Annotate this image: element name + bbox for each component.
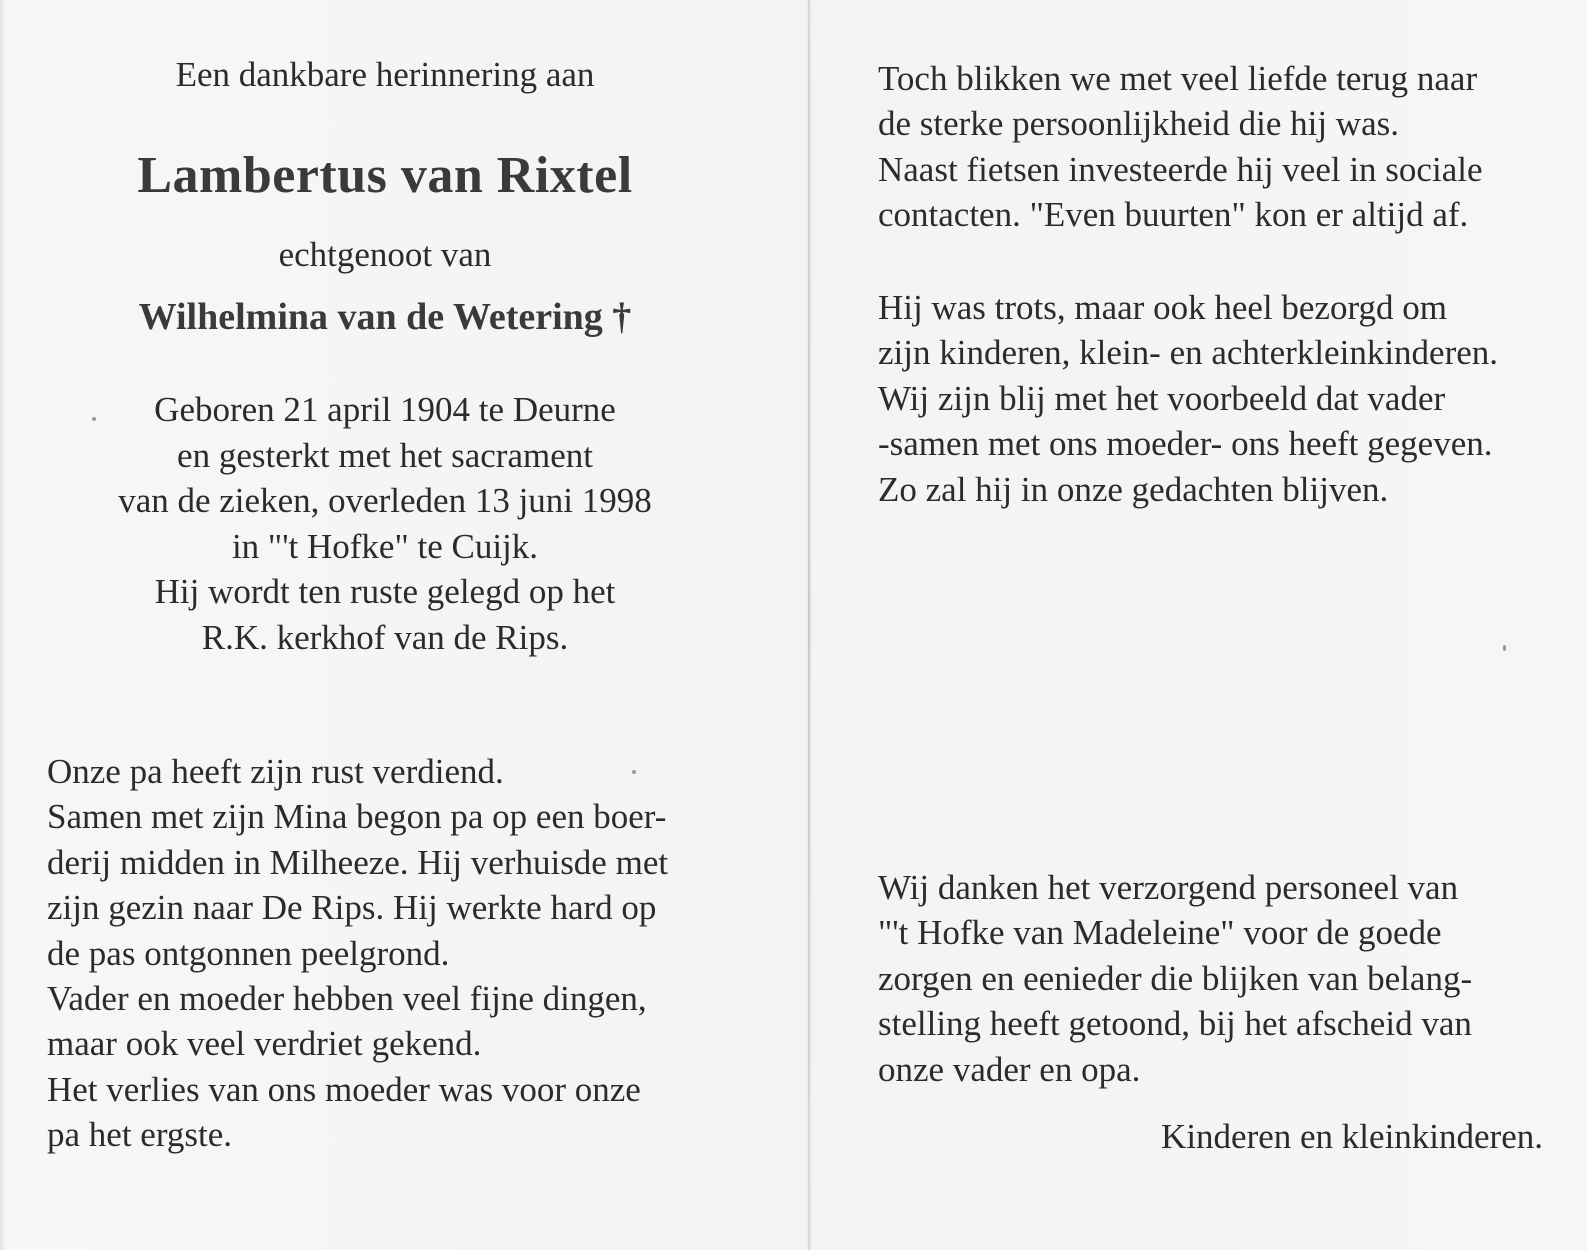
card-fold-line	[808, 0, 810, 1250]
memory-line: Toch blikken we met veel liefde terug naar	[878, 59, 1478, 98]
tribute-line: pa het ergste.	[47, 1115, 232, 1155]
life-details-line: Geboren 21 april 1904 te Deurne	[154, 390, 616, 429]
family-paragraph	[878, 285, 1544, 512]
tribute-paragraph	[47, 749, 715, 1158]
spouse-name	[40, 292, 730, 342]
spouse-label-text: echtgenoot van	[278, 235, 492, 274]
thanks-line: onze vader en opa.	[878, 1049, 1141, 1089]
spouse-name-text: Wilhelmina van de Wetering †	[138, 296, 632, 338]
memory-line: de sterke persoonlijkheid die hij was.	[878, 104, 1399, 144]
life-details-line: van de zieken, overleden 13 juni 1998	[118, 481, 652, 520]
paper-speck	[92, 417, 96, 421]
tribute-line: Vader en moeder hebben veel fijne dingen,	[47, 979, 647, 1019]
deceased-name-text: Lambertus van Rixtel	[137, 147, 633, 204]
thanks-line: zorgen en eenieder die blijken van belang-	[878, 958, 1473, 998]
memory-line: contacten. "Even buurten" kon er altijd af.	[878, 195, 1469, 235]
family-line: Zo zal hij in onze gedachten blijven.	[878, 469, 1389, 509]
intro-text	[40, 52, 730, 98]
tribute-line: zijn gezin naar De Rips. Hij werkte hard op	[47, 888, 657, 928]
thanks-line: Wij danken het verzorgend personeel van	[878, 868, 1459, 907]
tribute-line: Het verlies van ons moeder was voor onze	[47, 1069, 641, 1109]
memory-paragraph	[878, 56, 1544, 238]
intro-line: Een dankbare herinnering aan	[175, 55, 595, 94]
paper-speck	[1503, 645, 1506, 651]
memory-line: Naast fietsen investeerde hij veel in sociale	[878, 149, 1483, 189]
family-line: Wij zijn blij met het voorbeeld dat vader	[878, 378, 1446, 418]
life-details-line: Hij wordt ten ruste gelegd op het	[154, 572, 616, 611]
family-line: zijn kinderen, klein- en achterkleinkinderen.	[878, 333, 1499, 373]
life-details-line: in "'t Hofke" te Cuijk.	[231, 526, 539, 566]
tribute-line: maar ook veel verdriet gekend.	[47, 1024, 482, 1064]
life-details-line: en gesterkt met het sacrament	[177, 435, 593, 475]
signature: Kinderen en kleinkinderen.	[1161, 1117, 1543, 1156]
paper-speck	[632, 770, 636, 774]
family-line: -samen met ons moeder- ons heeft gegeven.	[878, 424, 1493, 464]
thanks-line: stelling heeft getoond, bij het afscheid van	[878, 1004, 1472, 1044]
life-details	[40, 387, 730, 660]
tribute-line: Samen met zijn Mina begon pa op een boer-	[47, 797, 667, 837]
thanks-line: "'t Hofke van Madeleine" voor de goede	[878, 913, 1442, 953]
life-details-line: R.K. kerkhof van de Rips.	[201, 617, 569, 657]
spouse-label	[40, 232, 730, 278]
tribute-line: derij midden in Milheeze. Hij verhuisde met	[47, 842, 669, 882]
family-line: Hij was trots, maar ook heel bezorgd om	[878, 288, 1447, 327]
deceased-name	[40, 143, 730, 209]
tribute-line: Onze pa heeft zijn rust verdiend.	[47, 752, 504, 791]
tribute-line: de pas ontgonnen peelgrond.	[47, 933, 450, 973]
thanks-paragraph	[878, 865, 1544, 1092]
